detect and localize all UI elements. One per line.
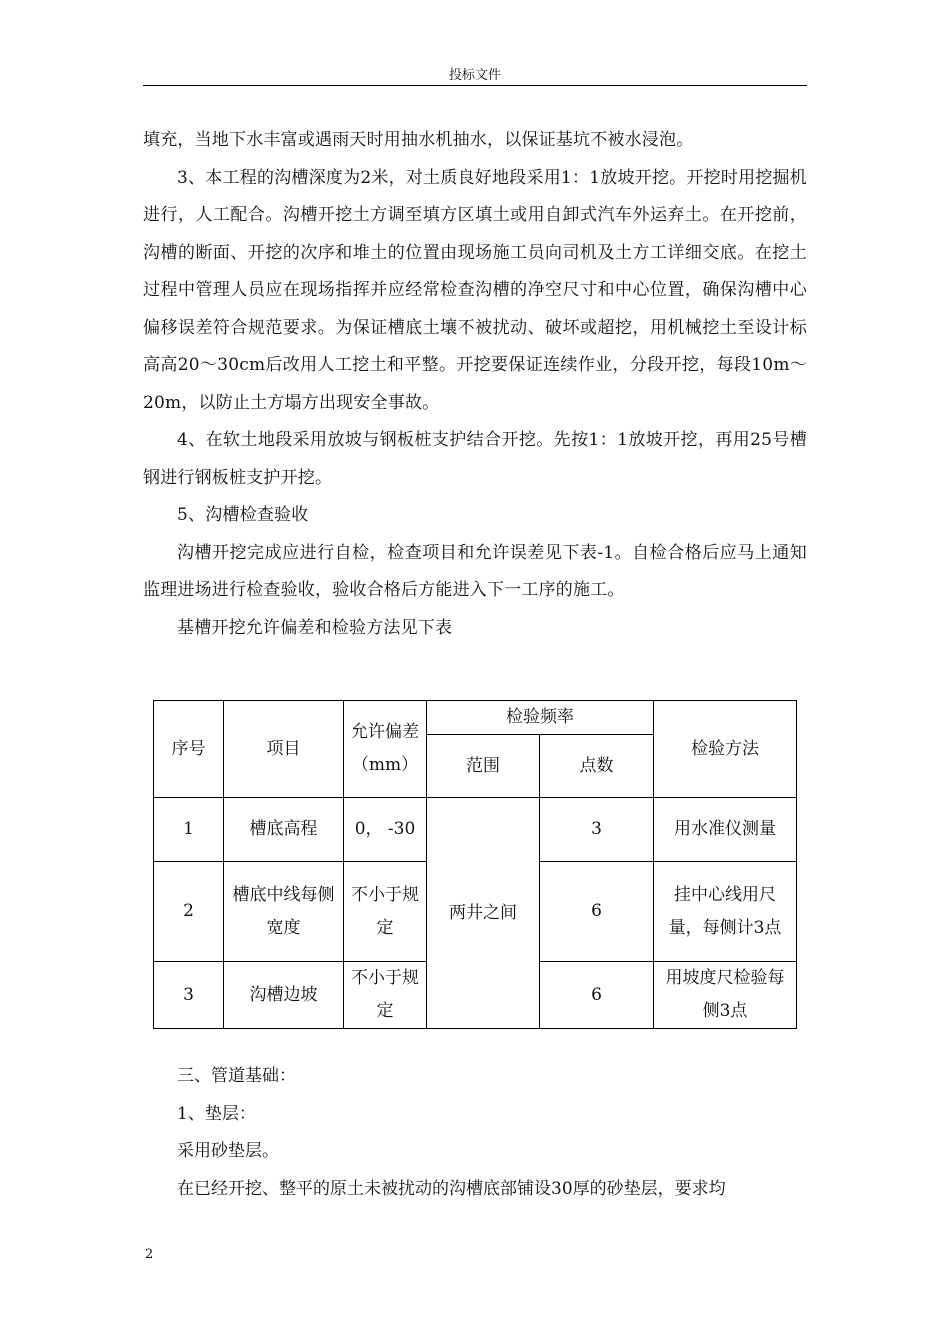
header-rule <box>143 85 807 86</box>
header-frequency: 检验频率 <box>427 701 654 735</box>
cell-item: 槽底高程 <box>224 798 344 862</box>
section-heading: 5、沟槽检查验收 <box>177 505 309 525</box>
cell-tolerance: 0， -30 <box>344 798 427 862</box>
cell-item: 槽底中线每侧宽度 <box>224 862 344 962</box>
header-method: 检验方法 <box>654 701 797 798</box>
cell-seq: 1 <box>154 798 224 862</box>
cell-tolerance: 不小于规定 <box>344 862 427 962</box>
page-number: 2 <box>145 1247 154 1262</box>
header-item: 项目 <box>224 701 344 798</box>
cell-points: 3 <box>540 798 654 862</box>
paragraph: 4、在软土地段采用放坡与钢板桩支护结合开挖。先按1：1放坡开挖，再用25号槽钢进行钢板桩支护开挖。 <box>143 430 807 488</box>
header-tolerance: 允许偏差（mm） <box>344 701 427 798</box>
header-range: 范围 <box>427 735 540 798</box>
cell-method: 挂中心线用尺量，每侧计3点 <box>654 862 797 962</box>
paragraph: 填充，当地下水丰富或遇雨天时用抽水机抽水，以保证基坑不被水浸泡。 <box>143 130 694 150</box>
cell-points: 6 <box>540 962 654 1029</box>
cell-method: 用水准仪测量 <box>654 798 797 862</box>
paragraph: 在已经开挖、整平的原土未被扰动的沟槽底部铺设30厚的砂垫层，要求均 <box>177 1178 726 1199</box>
paragraph: 3、本工程的沟槽深度为2米，对土质良好地段采用1：1放坡开挖。开挖时用挖掘机进行，人工配合。沟槽开挖土方调至填方区填土或用自卸式汽车外运弃土。在开挖前，沟槽的断面、开挖的次序和堆土的位置由现场施工员向司机及土方工详细交底。在挖土过程中管理人员应在现场指挥并应经常检查沟槽的净空尺寸和中心位置，确保沟槽中心偏移误差符合规范要求。为保证槽底土壤不被扰动、破坏或超挖，用机械挖土至设计标高高20～30cm后改用人工挖土和平整。开挖要保证连续作业，分段开挖，每段10m～20m，以防止土方塌方出现安全事故。 <box>143 167 807 413</box>
inspection-table <box>153 700 797 1029</box>
page-header: 投标文件 <box>448 68 501 83</box>
table-caption: 基槽开挖允许偏差和检验方法见下表 <box>177 617 453 638</box>
cell-method: 用坡度尺检验每侧3点 <box>654 962 797 1029</box>
section-heading: 三、管道基础： <box>177 1066 296 1086</box>
paragraph: 沟槽开挖完成应进行自检，检查项目和允许误差见下表-1。自检合格后应马上通知监理进场进行检查验收，验收合格后方能进入下一工序的施工。 <box>143 542 807 600</box>
cell-seq: 2 <box>154 862 224 962</box>
inspection-table-wrapper <box>153 700 797 1029</box>
paragraph: 采用砂垫层。 <box>177 1141 279 1161</box>
cell-points: 6 <box>540 862 654 962</box>
cell-range: 两井之间 <box>427 798 540 1029</box>
cell-seq: 3 <box>154 962 224 1029</box>
header-points: 点数 <box>540 735 654 798</box>
pipe-foundation-section <box>143 1058 807 1208</box>
table-row <box>154 798 797 862</box>
subsection-heading: 1、垫层： <box>177 1103 256 1124</box>
cell-tolerance: 不小于规定 <box>344 962 427 1029</box>
body-text <box>143 122 807 647</box>
header-seq: 序号 <box>154 701 224 798</box>
cell-item: 沟槽边坡 <box>224 962 344 1029</box>
